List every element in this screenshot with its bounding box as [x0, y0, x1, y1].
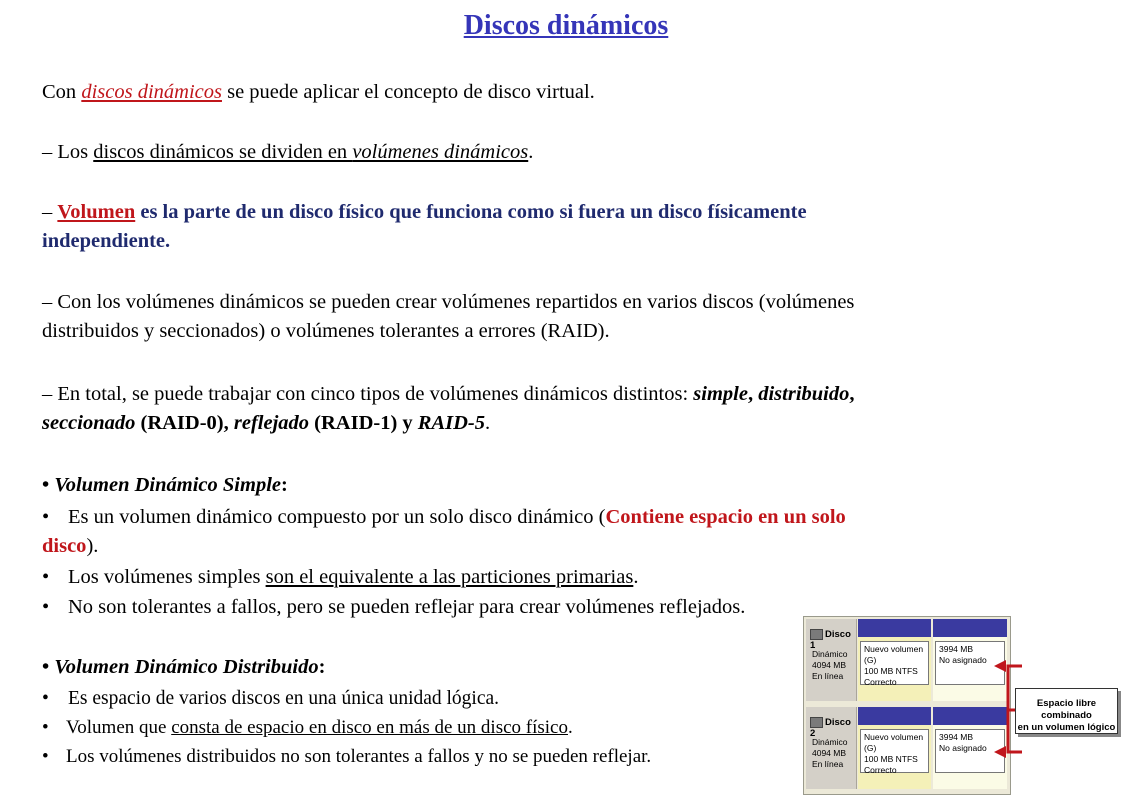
page-title: Discos dinámicos	[463, 10, 669, 41]
callout-espacio-libre: Espacio libre combinado en un volumen lógico	[1015, 688, 1118, 734]
paragraph-repartidos: – Con los volúmenes dinámicos se pueden crear volúmenes repartidos en varios discos (volúmenes	[42, 291, 855, 313]
distribuido-bullet-3: • Los volúmenes distribuidos no son tolerantes a fallos y no se pueden reflejar.	[42, 746, 652, 767]
distribuido-bullet-2: • Volumen que consta de espacio en disco en más de un disco físico.	[42, 717, 573, 738]
disk-label-2: Disco 2 Dinámico 4094 MB En línea	[806, 707, 857, 789]
heading-volumen-simple: • Volumen Dinámico Simple:	[42, 474, 288, 496]
disk-label-1: Disco 1 Dinámico 4094 MB En línea	[806, 619, 857, 701]
volume-g-disk-1: Nuevo volumen (G) 100 MB NTFS Correcto	[858, 619, 931, 701]
paragraph-division: – Los discos dinámicos se dividen en volúmenes dinámicos.	[42, 141, 534, 163]
term-volumen: Volumen	[57, 201, 136, 223]
simple-bullet-1-cont: disco).	[42, 535, 99, 557]
simple-bullet-2: • Los volúmenes simples son el equivalente a las particiones primarias.	[42, 566, 639, 588]
disk-icon	[810, 629, 823, 640]
volume-g-disk-2: Nuevo volumen (G) 100 MB NTFS Correcto	[858, 707, 931, 789]
paragraph-volumen-def: – Volumen es la parte de un disco físico que funciona como si fuera un disco físicamente	[42, 201, 807, 223]
paragraph-tipos-cont: seccionado (RAID-0), reflejado (RAID-1) y RAID-5.	[42, 412, 491, 434]
term-discos-dinamicos: discos dinámicos	[81, 81, 222, 103]
distribuido-bullet-1: • Es espacio de varios discos en una única unidad lógica.	[42, 688, 500, 709]
heading-volumen-distribuido: • Volumen Dinámico Distribuido:	[42, 656, 326, 678]
unallocated-disk-1: 3994 MB No asignado	[933, 619, 1007, 701]
paragraph-repartidos-cont: distribuidos y seccionados) o volúmenes tolerantes a errores (RAID).	[42, 320, 610, 342]
unallocated-disk-2: 3994 MB No asignado	[933, 707, 1007, 789]
disk-row-2	[804, 705, 1010, 791]
arrowhead-disk-1	[994, 660, 1006, 672]
paragraph-intro: Con discos dinámicos se puede aplicar el concepto de disco virtual.	[42, 81, 595, 103]
paragraph-volumen-def-cont: independiente.	[42, 230, 171, 252]
simple-bullet-1: • Es un volumen dinámico compuesto por un solo disco dinámico (Contiene espacio en un solo	[42, 506, 846, 528]
disk-row-1	[804, 617, 1010, 703]
arrowhead-disk-2	[994, 746, 1006, 758]
simple-bullet-3: • No son tolerantes a fallos, pero se pueden reflejar para crear volúmenes reflejados.	[42, 596, 746, 618]
disk-management-diagram	[803, 616, 1011, 795]
disk-icon	[810, 717, 823, 728]
paragraph-tipos: – En total, se puede trabajar con cinco tipos de volúmenes dinámicos distintos: simple, distribuido,	[42, 383, 855, 405]
